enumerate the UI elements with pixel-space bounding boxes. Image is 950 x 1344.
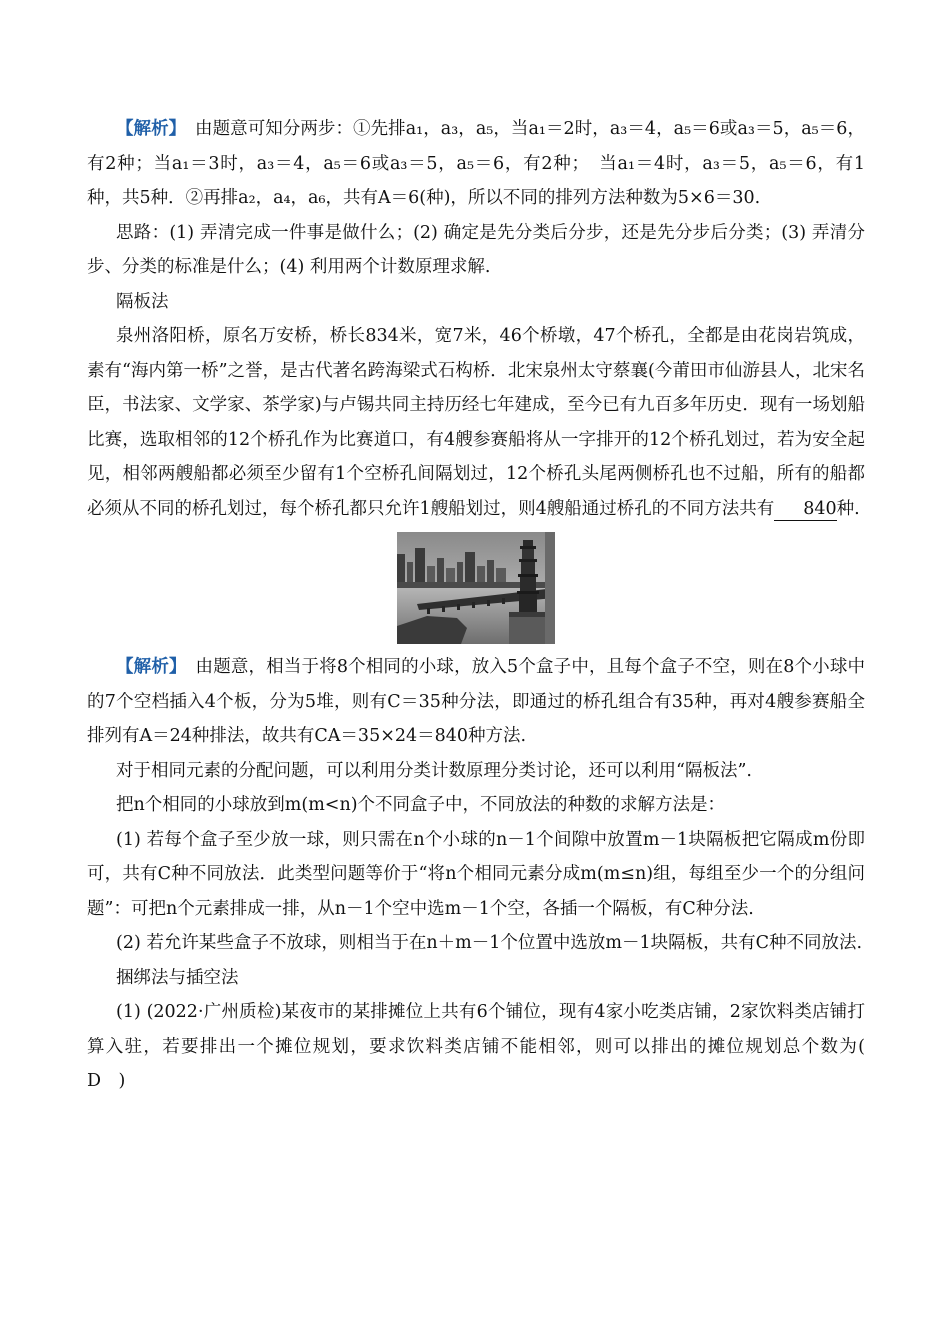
method-intro-paragraph: 把n个相同的小球放到m(m<n)个不同盒子中，不同放法的种数的求解方法是：	[116, 795, 726, 815]
document-page	[87, 112, 883, 1099]
problem-text: 泉州洛阳桥，原名万安桥，桥长834米，宽7米，46个桥墩，47个桥孔，全都是由花岗岩筑成，素有“海内第一桥”之誉，是古代著名跨海梁式石构桥．北宋泉州太守蔡襄(今莆田市仙游县人，北宋名臣，书法家、文学家、茶学家)与卢锡共同主持历经七年建成，至今已有九百多年历史．现有一场划船比赛，选取相邻的12个桥孔作为比赛道口，有4艘参赛船将从一字排开的12个桥孔划过，若为安全起见，相邻两艘船都必须至少留有1个空桥孔间隔划过，12个桥孔头尾两侧桥孔也不过船，所有的船都必须从不同的桥孔划过，每个桥孔都只允许1艘船划过，则4艘船通过桥孔的不同方法共有	[87, 326, 865, 519]
bridge-photo	[397, 532, 555, 644]
problem-text-end: 种.	[836, 498, 860, 519]
analysis-text-2: 由题意，相当于将8个相同的小球，放入5个盒子中，且每个盒子不空，则在8个小球中的7个空档插入4个板，分为5堆，则有C＝35种分法，即通过的桥孔组合有35种，再对4艘参赛船全排列有A＝24种排法，故共有CA＝35×24＝840种方法.	[87, 657, 865, 746]
section-heading-divider-method: 隔板法	[116, 291, 169, 312]
bridge-problem-paragraph	[87, 319, 865, 526]
method-case-1: (1) 若每个盒子至少放一球，则只需在n个小球的n－1个间隙中放置m－1块隔板把它隔成m份即可，共有C种不同放法．此类型问题等价于“将n个相同元素分成m(m≤n)组，每组至少一个的分组问题”：可把n个元素排成一排，从n－1个空中选m－1个空，各插一个隔板，有C种分法.	[87, 829, 865, 919]
analysis-tag-2: 【解析】	[116, 657, 178, 677]
note-paragraph: 对于相同元素的分配问题，可以利用分类计数原理分类讨论，还可以利用“隔板法”.	[116, 760, 752, 781]
approach-paragraph: 思路：(1) 弄清完成一件事是做什么；(2) 确定是先分类后分步，还是先分步后分类；(3) 弄清分步、分类的标准是什么；(4) 利用两个计数原理求解.	[87, 222, 865, 277]
analysis-tag: 【解析】	[116, 119, 178, 139]
analysis-paragraph-2	[87, 650, 865, 754]
method-case-2: (2) 若允许某些盒子不放球，则相当于在n＋m－1个位置中选放m－1块隔板，共有C种不同放法.	[116, 933, 863, 953]
analysis-text: 由题意可知分两步：①先排a₁，a₃，a₅，当a₁＝2时，a₃＝4，a₅＝6或a₃＝5，a₅＝6，有2种；当a₁＝3时，a₃＝4，a₅＝6或a₃＝5，a₅＝6，有2种； 当a₁＝4时，a₃＝5，a₅＝6，有1种，共5种．②再排a₂，a₄，a₆，共有A＝6(种)，所以不同的排列方法种数为5×6＝30.	[87, 119, 866, 208]
answer-blank: 840	[774, 498, 836, 521]
section-heading-binding-method: 捆绑法与插空法	[116, 967, 239, 988]
question-paragraph: (1) (2022·广州质检)某夜市的某排摊位上共有6个铺位，现有4家小吃类店铺，2家饮料类店铺打算入驻，若要排出一个摊位规划，要求饮料类店铺不能相邻，则可以排出的摊位规划总个数为( D )	[87, 1002, 883, 1091]
analysis-paragraph-1	[87, 112, 865, 216]
